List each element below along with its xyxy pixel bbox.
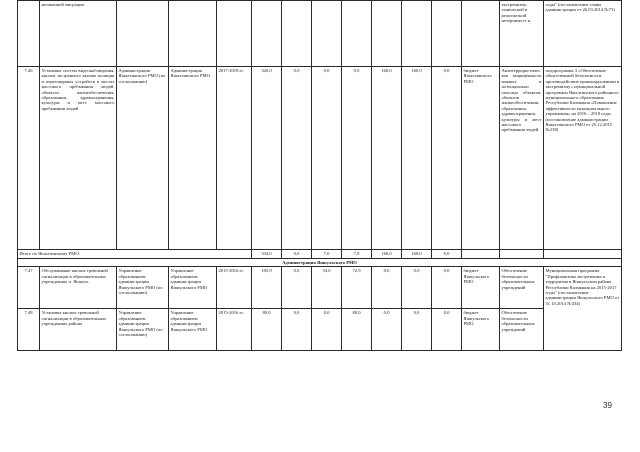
page-number: 39 <box>603 401 612 410</box>
total-amount-2017: 160,0 <box>372 250 402 259</box>
cell-coexecutor: Управление образованием администрации Яшкульского РМО <box>169 267 217 309</box>
cell-period <box>217 1 252 67</box>
section-title: Администрация Яшкульского РМО <box>18 259 622 267</box>
cell-amount-2015 <box>312 1 342 67</box>
cell-result: Антитеррористическая защищенность важных и потенциально опасных объектов, объектов жизнеобеспечения, образования, здравоохранения, культуры и мест массового пребывания людей <box>500 67 544 250</box>
table-row-7-48 <box>18 309 622 351</box>
total-amount-2019: 0,0 <box>432 250 462 259</box>
cell-result: экстремизму, этнической и религиозной нетерпимост и. <box>500 1 544 67</box>
cell-measure: незаконной миграции <box>40 1 117 67</box>
cell-amount-total: 320,0 <box>252 67 282 250</box>
cell-amount-2014: 0,0 <box>282 309 312 351</box>
cell-coexecutor: Администрация Яшалтинского РМО <box>169 67 217 250</box>
cell-measure: Установка систем видеонаблюдения, кнопок экстренного вызова полиции и переговорных устройств в местах массового пребывания людей, объектах жизнеобеспечения, образования, здравоохранения, культуры и мест массового пребывания людей <box>40 67 117 250</box>
cell-period: 2017-2018 гг. <box>217 67 252 250</box>
cell-amount-2018: 0,0 <box>402 267 432 309</box>
cell-program-link: Муниципальная программа "Профилактика экстремизма и терроризма в Яшкульском районе Республики Калмыкия на 2015-2017 годы" (постановление администрации Яшкульского РМО от 31.10.2014 №334) <box>544 267 622 351</box>
cell-amount-2014: 0,0 <box>282 267 312 309</box>
cell-amount-2016: 0,0 <box>342 67 372 250</box>
cell-amount-2016: 80,0 <box>342 309 372 351</box>
cell-result: Обеспечение безопасности образовательных учреждений <box>500 267 544 309</box>
cell-coexecutor: Управление образованием администрации Яшкульского РМО <box>169 309 217 351</box>
cell-coexecutor <box>169 1 217 67</box>
cell-executor: Управление образованием администрации Яшкульского РМО (по согласованию) <box>117 309 169 351</box>
cell-source: бюджет Яшкульского РМО <box>462 309 500 351</box>
cell-source <box>462 1 500 67</box>
total-label: Итого по Яшалтинскому РМО: <box>18 250 252 259</box>
program-measures-table <box>17 0 622 351</box>
cell-program-link: годы" (постановление главы администрации от 26.03.2014 №73) <box>544 1 622 67</box>
cell-amount-2014: 0,0 <box>282 67 312 250</box>
total-amount-total: 334,0 <box>252 250 282 259</box>
cell-number: 7.46 <box>18 67 40 250</box>
total-amount-2016: 7,0 <box>342 250 372 259</box>
cell-amount-2019: 0,0 <box>432 309 462 351</box>
cell-amount-2015: 0,0 <box>312 309 342 351</box>
cell-number: 7.47 <box>18 267 40 309</box>
table-row-total <box>18 250 622 259</box>
cell-amount-2019 <box>432 1 462 67</box>
section-header-row <box>18 259 622 267</box>
total-empty <box>544 250 622 259</box>
total-amount-2018: 160,0 <box>402 250 432 259</box>
cell-source: бюджет Яшалтинского РМО <box>462 67 500 250</box>
cell-source: бюджет Яшкульского РМО <box>462 267 500 309</box>
cell-measure: Обслуживание кнопок тревожной сигнализации в образовательных учреждениях п. Яшкуль <box>40 267 117 309</box>
cell-period: 2015-2016 гг. <box>217 267 252 309</box>
cell-executor: Администрация Яшалтинского РМО (по согласованию) <box>117 67 169 250</box>
cell-amount-2017: 0,0 <box>372 267 402 309</box>
cell-amount-total: 105,9 <box>252 267 282 309</box>
cell-amount-2019: 0,0 <box>432 67 462 250</box>
cell-measure: Установка кнопок тревожной сигнализации в образовательных учреждениях района <box>40 309 117 351</box>
cell-amount-total <box>252 1 282 67</box>
cell-number <box>18 1 40 67</box>
cell-executor: Управление образованием администрации Яшкульского РМО (по согласованию) <box>117 267 169 309</box>
total-empty <box>462 250 500 259</box>
cell-amount-2018 <box>402 1 432 67</box>
total-empty <box>500 250 544 259</box>
cell-period: 2015-2016 гг. <box>217 309 252 351</box>
total-amount-2015: 7,0 <box>312 250 342 259</box>
cell-amount-2019: 0,0 <box>432 267 462 309</box>
total-amount-2014: 0,0 <box>282 250 312 259</box>
cell-amount-total: 80,0 <box>252 309 282 351</box>
cell-amount-2017: 0,0 <box>372 309 402 351</box>
table-row-continued <box>18 1 622 67</box>
cell-executor <box>117 1 169 67</box>
cell-amount-2018: 160,0 <box>402 67 432 250</box>
cell-program-link: подпрограмма 3 «Обеспечение общественной безопасности, противодействие правонарушениям и экстремизму» муниципальной программы Яшалтинского районного муниципального образования Республики Калмыкия «Повышение эффективности муниципального управления» на 2016 – 2018 годы (постановление администрации Яшалтинского РМО от 25.12.2015 №238) <box>544 67 622 250</box>
cell-amount-2018: 0,0 <box>402 309 432 351</box>
cell-amount-2015: 0,0 <box>312 67 342 250</box>
cell-amount-2016 <box>342 1 372 67</box>
cell-amount-2015: 33,0 <box>312 267 342 309</box>
cell-result: Обеспечение безопасности образовательных учреждений <box>500 309 544 351</box>
cell-amount-2014 <box>282 1 312 67</box>
cell-amount-2017: 160,0 <box>372 67 402 250</box>
table-row-7-47 <box>18 267 622 309</box>
cell-number: 7.48 <box>18 309 40 351</box>
table-row-7-46 <box>18 67 622 250</box>
cell-amount-2016: 72,9 <box>342 267 372 309</box>
cell-amount-2017 <box>372 1 402 67</box>
